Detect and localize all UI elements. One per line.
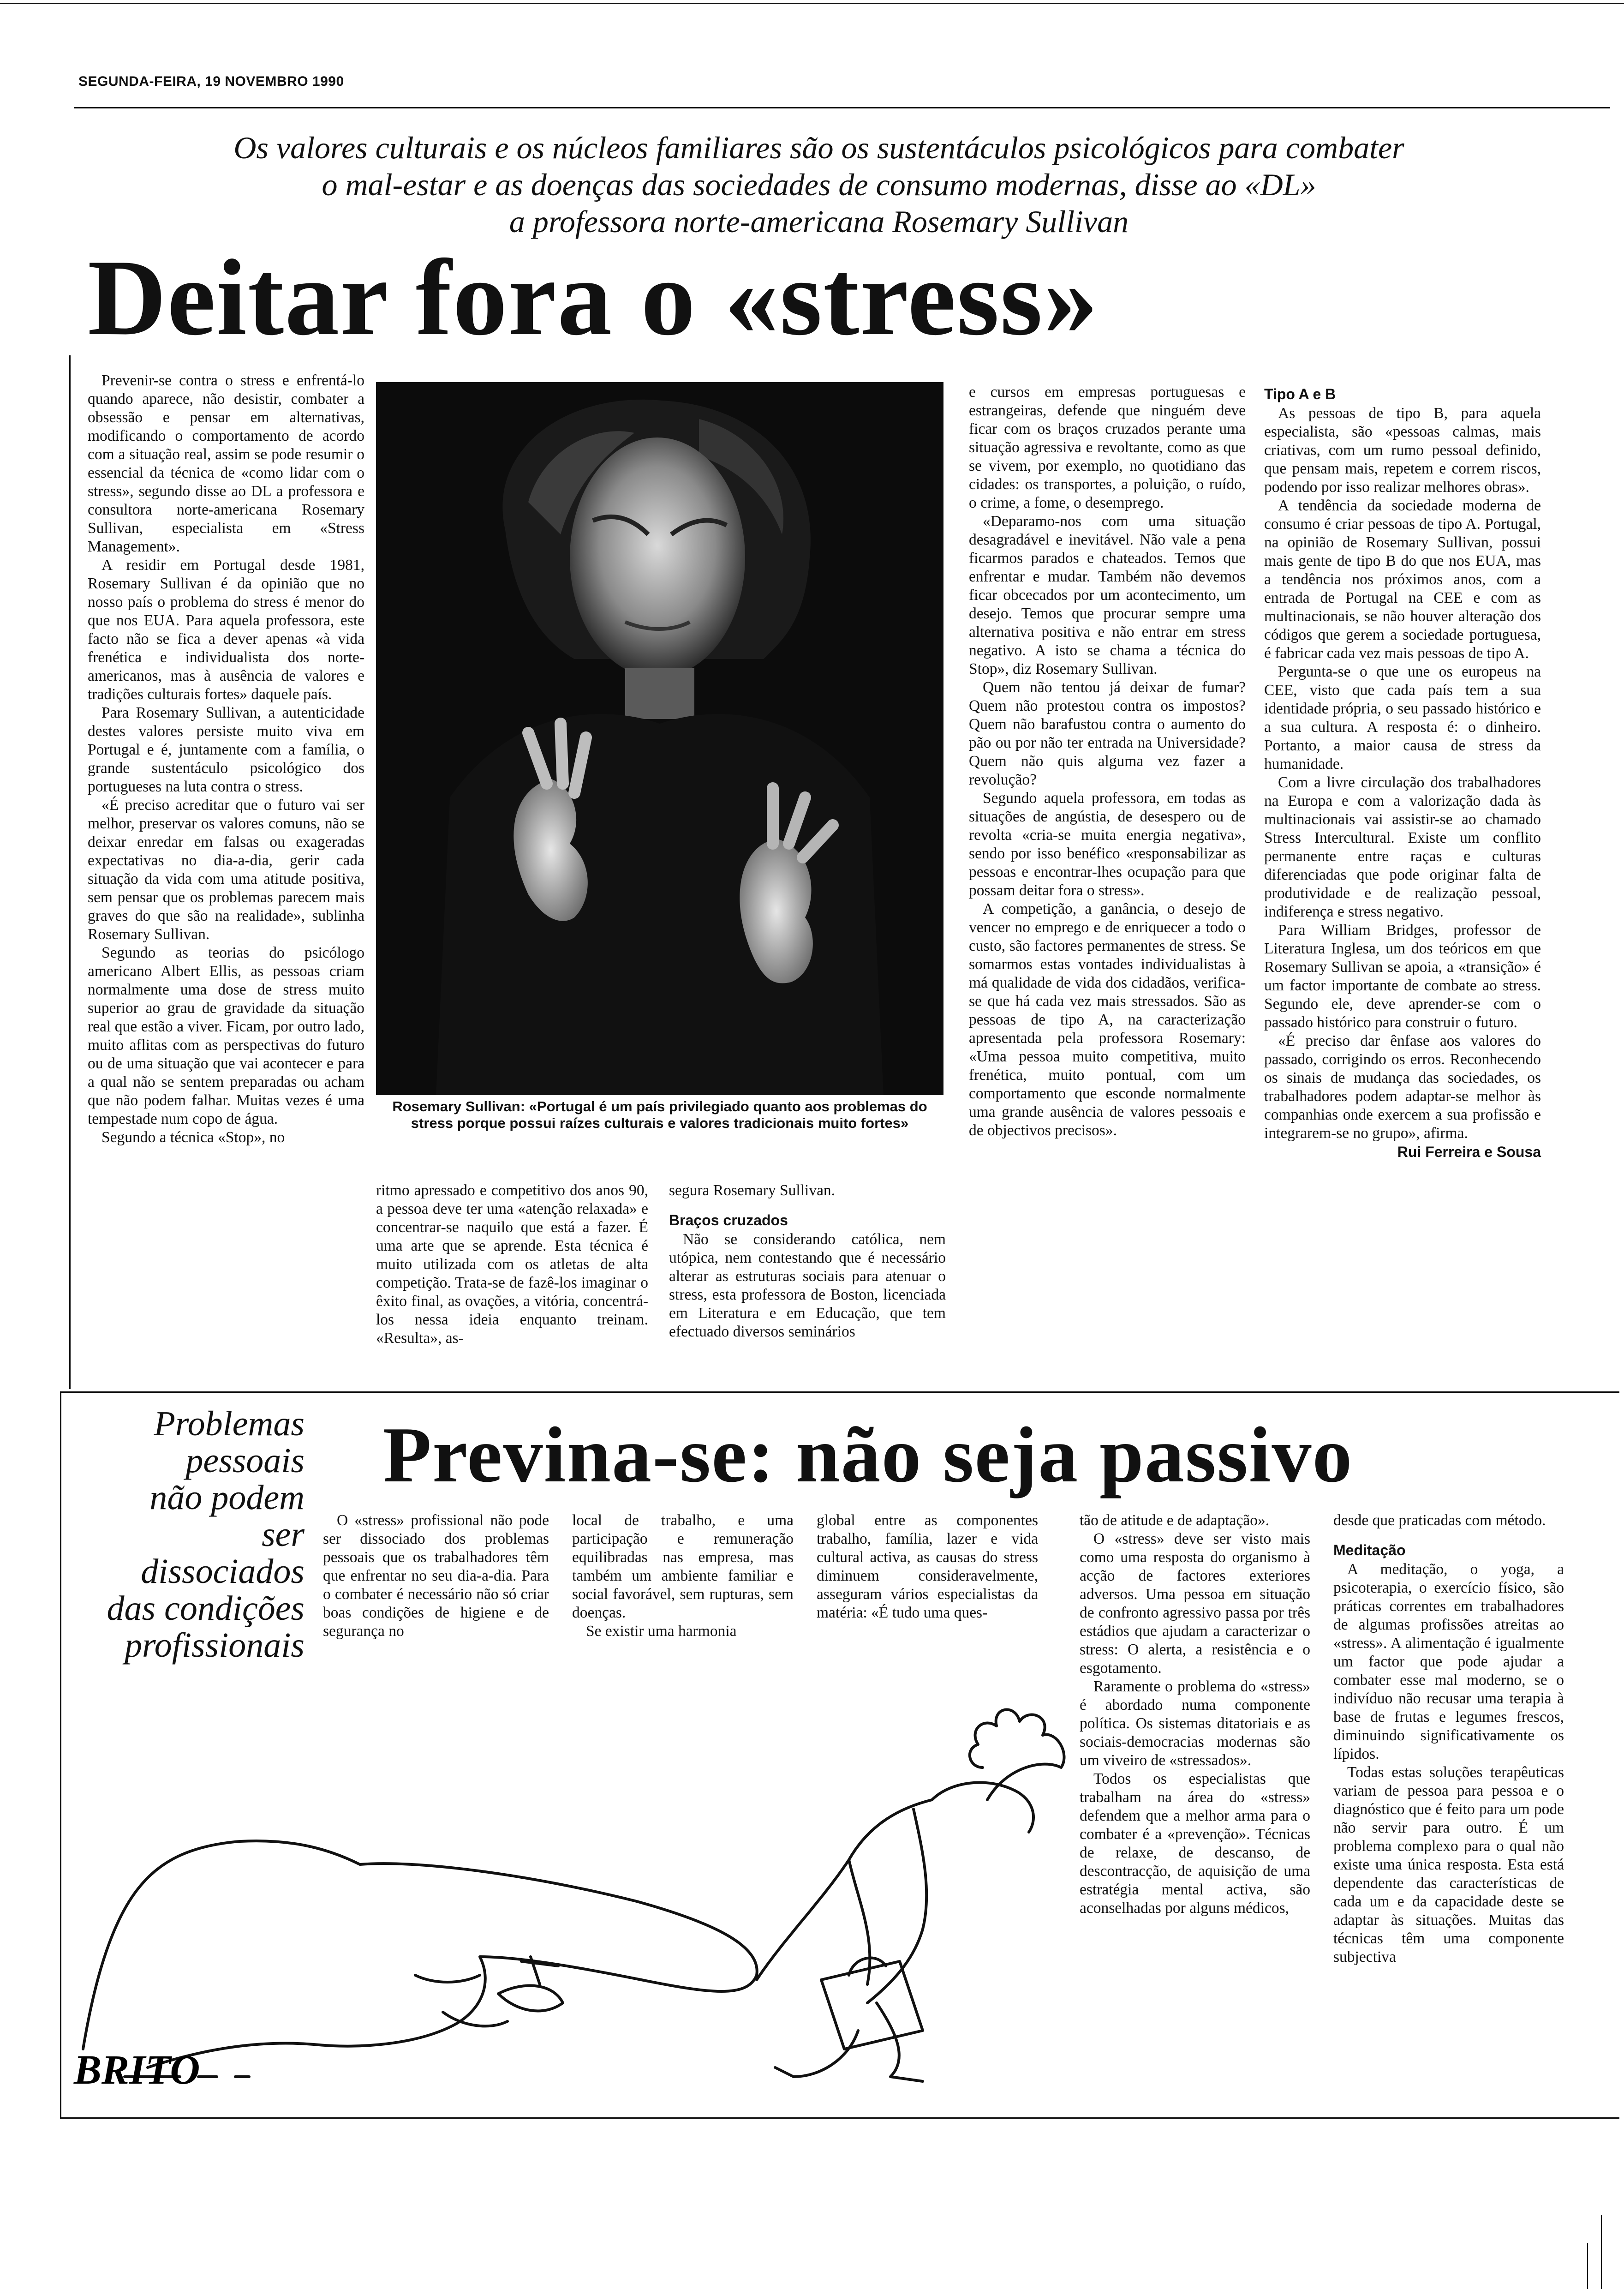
paragraph: Para William Bridges, professor de Literatura Inglesa, um dos teóricos em que Rosemary Sullivan se apoia, a «transição» é um factor importante de combate ao stress. Segundo ele, deve aprender-se com o passado histórico para construir o futuro. bbox=[1264, 922, 1541, 1031]
paragraph: e cursos em empresas portuguesas e estrangeiras, defende que ninguém deve ficar com os braços cruzados perante uma situação agressiva e revoltante, como as que se vivem, por exemplo, no quotidiano das cidades: os transportes, a poluição, o ruído, o crime, a fome, o desemprego. bbox=[969, 383, 1246, 511]
paragraph: A competição, a ganância, o desejo de vencer no emprego e de enriquecer a todo o custo, são factores permanentes de stress. Se somarmos estas vontades individualistas à má qualidade de vida dos cidadãos, verifica-se que há cada vez mais stressados. São as pessoas de tipo A, na caracterização apresentada pela professora Rosemary: «Uma pessoa muito competitiva, muito frenética, muito pontual, com um comportamento que esconde normalmente uma grande ausência de valores pessoais e de objectivos precisos». bbox=[969, 900, 1246, 1139]
paragraph: Todos os especialistas que trabalham na área do «stress» defendem que a melhor arma para o combater é a «prevenção». Técnicas de relaxe, de descanso, de descontracção, de aquisição de uma estratégia mental activa, são aconselhadas por alguns médicos, bbox=[1080, 1770, 1310, 1917]
side-headline-line: pessoais bbox=[185, 1441, 304, 1480]
side-headline-line: dissociados bbox=[141, 1552, 304, 1591]
paragraph: segura Rosemary Sullivan. bbox=[669, 1182, 836, 1199]
article-intro bbox=[138, 129, 1499, 240]
paragraph: Raramente o problema do «stress» é abordado numa componente política. Os sistemas ditatoriais e as sociais-democracias modernas são um viveiro de «stressados». bbox=[1080, 1678, 1310, 1769]
side-headline bbox=[74, 1405, 304, 1664]
paragraph: Pergunta-se o que une os europeus na CEE, visto que cada país tem a sua identidade própria, o seu passado histórico e a sua cultura. A resposta é: o dinheiro. Portanto, a maior causa de stress da humanidade. bbox=[1264, 663, 1541, 773]
paragraph: «É preciso acreditar que o futuro vai ser melhor, preservar os valores comuns, não se deixar enredar em falsas ou exageradas expectativas no dia-a-dia, gerir cada situação da vida com uma atitude positiva, sem pensar que os problemas parecem mais graves do que são na realidade», sublinha Rosemary Sullivan. bbox=[88, 797, 364, 943]
paragraph: A tendência da sociedade moderna de consumo é criar pessoas de tipo A. Portugal, na opinião de Rosemary Sullivan, possui mais gente de tipo B do que nos EUA, mas a tendência nos próximos anos, com a entrada de Portugal na CEE e com as multinacionais, se não houver alteração dos códigos que gerem a sociedade portuguesa, é fabricar cada vez mais pessoas de tipo A. bbox=[1264, 497, 1541, 662]
paragraph: Com a livre circulação dos trabalhadores na Europa e com a valorização dada às multinacionais vai assistir-se ao chamado Stress Intercultural. Existe um conflito permanente entre raças e culturas diferenciadas que pode originar falta de produtividade e de realização pessoal, indiferença e stress negativo. bbox=[1264, 774, 1541, 920]
paragraph: desde que praticadas com método. bbox=[1333, 1512, 1546, 1529]
portrait-illustration bbox=[376, 382, 943, 1095]
subheading-meditacao: Meditação bbox=[1333, 1542, 1406, 1558]
paragraph: «Deparamo-nos com uma situação desagradável e inevitável. Não vale a pena ficarmos parados e chateados. Temos que enfrentar e mudar. Também não devemos ficar obcecados por um acontecimento, um desejo. Temos que procurar sempre uma alternativa positiva e não entrar em stress negativo. A isto se chama a técnica do Stop», diz Rosemary Sullivan. bbox=[969, 513, 1246, 677]
paragraph: local de trabalho, e uma participação e remuneração equilibradas nas empresa, mas também um ambiente familiar e social favorável, sem rupturas, sem doenças. bbox=[572, 1512, 794, 1621]
paragraph: Prevenir-se contra o stress e enfrentá-lo quando aparece, não desistir, combater a obsessão e pensar em alternativas, modificando o comportamento de acordo com a situação real, assim se pode resumir o essencial da técnica de «como lidar com o stress», segundo disse ao DL a professora e consultora norte-americana Rosemary Sullivan, especialista em «Stress Management». bbox=[88, 372, 364, 555]
photo-caption: Rosemary Sullivan: «Portugal é um país privilegiado quanto aos problemas do stress porque possui raízes culturais e valores tradicionais muito fortes» bbox=[392, 1098, 927, 1131]
article2-column-2 bbox=[572, 1511, 794, 1641]
article-column-3 bbox=[669, 1181, 946, 1341]
article2-column-1 bbox=[323, 1511, 549, 1641]
portrait-photo bbox=[376, 382, 943, 1095]
cartoon-signature: BRITO bbox=[74, 2047, 200, 2093]
paragraph: «É preciso dar ênfase aos valores do passado, corrigindo os erros. Reconhecendo os sinais de mudança das sociedades, os trabalhadores podem adaptar-se melhor às companhias onde exercem a sua profissão e integrarem-se no grupo», afirma. bbox=[1264, 1032, 1541, 1142]
paragraph: A meditação, o yoga, a psicoterapia, o exercício físico, são práticas correntes em trabalhadores de algumas profissões atreitas ao «stress». A alimentação é igualmente um factor que pode ajudar a combater esse mal moderno, se o indivíduo não recusar uma terapia à base de frutas e legumes frescos, diminuindo significativamente os lípidos. bbox=[1333, 1561, 1564, 1762]
dateline: SEGUNDA-FEIRA, 19 NOVEMBRO 1990 bbox=[78, 74, 344, 89]
paragraph: As pessoas de tipo B, para aquela especialista, são «pessoas calmas, mais criativas, com um rumo pessoal definido, que pensam mais, repetem e correm riscos, podendo por isso realizar melhores obras». bbox=[1264, 405, 1541, 496]
paragraph: Segundo as teorias do psicólogo americano Albert Ellis, as pessoas criam normalmente uma dose de stress muito superior ao grau de gravidade da situação real que estão a viver. Ficam, por outro lado, muito aflitas com as perspectivas do futuro ou de uma situação que vai acontecer e para a qual não se sentem preparadas ou acham que não podem falhar. Muitas vezes é uma tempestade num copo de água. bbox=[88, 944, 364, 1127]
intro-line: Os valores culturais e os núcleos familiares são os sustentáculos psicológicos para combater bbox=[233, 130, 1404, 165]
paragraph: A residir em Portugal desde 1981, Rosemary Sullivan é da opinião que no nosso país o problema do stress é menor do que nos EUA. Para aquela professora, este facto não se fica a dever apenas «à vida frenética e individualista dos norte-americanos, mas à ausência de valores e tradições culturais fortes» daquele país. bbox=[88, 557, 364, 703]
paragraph: Para Rosemary Sullivan, a autenticidade destes valores persiste muito viva em Portugal e é, juntamente com a família, o grande sustentáculo psicológico dos portugueses na luta contra o stress. bbox=[88, 704, 364, 795]
paragraph: Quem não tentou já deixar de fumar? Quem não protestou contra os impostos? Quem não barafustou contra o aumento do pão ou por não ter entrada na Universidade? Quem não quis alguma vez fazer a revolução? bbox=[969, 679, 1246, 788]
article2-column-4 bbox=[1080, 1511, 1310, 1917]
article2-column-3 bbox=[817, 1511, 1038, 1622]
paragraph: ritmo apressado e competitivo dos anos 90, a pessoa deve ter uma «atenção relaxada» e concentrar-se naquilo que está a fazer. É uma arte que se aprende. Esta técnica é muito utilizada com os atletas de alta competição. Trata-se de fazê-los imaginar o êxito final, as ovações, a vitória, concentrá-los nessa ideia enquanto treinam. «Resulta», as- bbox=[376, 1182, 648, 1347]
headline-2: Previna-se: não seja passivo bbox=[383, 1411, 1353, 1499]
article2-column-5 bbox=[1333, 1511, 1564, 1966]
intro-line: o mal-estar e as doenças das sociedades de consumo modernas, disse ao «DL» bbox=[322, 167, 1316, 202]
subheading-bracos-cruzados: Braços cruzados bbox=[669, 1212, 788, 1228]
article-column-5 bbox=[1264, 383, 1541, 1161]
paragraph: Se existir uma harmonia bbox=[586, 1623, 737, 1640]
article-column-2 bbox=[376, 1181, 648, 1348]
intro-line: a professora norte-americana Rosemary Sullivan bbox=[509, 204, 1129, 239]
paragraph: Todas estas soluções terapêuticas variam de pessoa para pessoa e o diagnóstico que é feito para um pode não servir para outro. É um problema complexo para o qual não existe uma única resposta. Esta está dependente das características de cada um e da capacidade deste se adaptar às situações. Muitas das técnicas têm uma componente subjectiva bbox=[1333, 1764, 1564, 1965]
paragraph: global entre as componentes trabalho, família, lazer e vida cultural activa, as causas do stress diminuem consideravelmente, asseguram vários especialistas da matéria: «É tudo uma ques- bbox=[817, 1512, 1038, 1621]
subheading-tipo-a-e-b: Tipo A e B bbox=[1264, 386, 1336, 402]
side-headline-line: ser bbox=[262, 1515, 304, 1554]
side-headline-line: profissionais bbox=[125, 1626, 304, 1665]
article-column-1 bbox=[88, 372, 364, 1147]
paragraph: Segundo aquela professora, em todas as situações de angústia, de desespero ou de revolta «cria-se muita energia negativa», sendo por isso benéfico «responsabilizar as pessoas e encontrar-lhes ocupação para que possam deitar fora o stress». bbox=[969, 790, 1246, 899]
paragraph: Segundo a técnica «Stop», no bbox=[102, 1129, 285, 1146]
paragraph: Não se considerando católica, nem utópica, nem contestando que é necessário alterar as estruturas sociais para atenuar o stress, esta professora de Boston, licenciada em Literatura e em Educação, que tem efectuado diversos seminários bbox=[669, 1231, 946, 1340]
headline: Deitar fora o «stress» bbox=[88, 238, 1099, 358]
side-headline-line: não podem bbox=[149, 1478, 304, 1517]
cartoon-illustration bbox=[65, 1661, 1080, 2118]
paragraph: O «stress» profissional não pode ser dissociado dos problemas pessoais que os trabalhadores têm que enfrentar no seu dia-a-dia. Para o combater é necessário não só criar boas condições de higiene e de segurança no bbox=[323, 1512, 549, 1640]
side-headline-line: Problemas bbox=[154, 1404, 304, 1443]
side-headline-line: das condições bbox=[107, 1589, 304, 1628]
article-column-4 bbox=[969, 383, 1246, 1140]
paragraph: O «stress» deve ser visto mais como uma resposta do organismo à acção de factores exteriores adversos. Uma pessoa em situação de confronto agressivo passa por três estádios que ajudam a caracterizar o stress: O alerta, a resistência e o esgotamento. bbox=[1080, 1530, 1310, 1677]
paragraph: tão de atitude e de adaptação». bbox=[1080, 1512, 1270, 1529]
byline: Rui Ferreira e Sousa bbox=[1397, 1144, 1541, 1160]
